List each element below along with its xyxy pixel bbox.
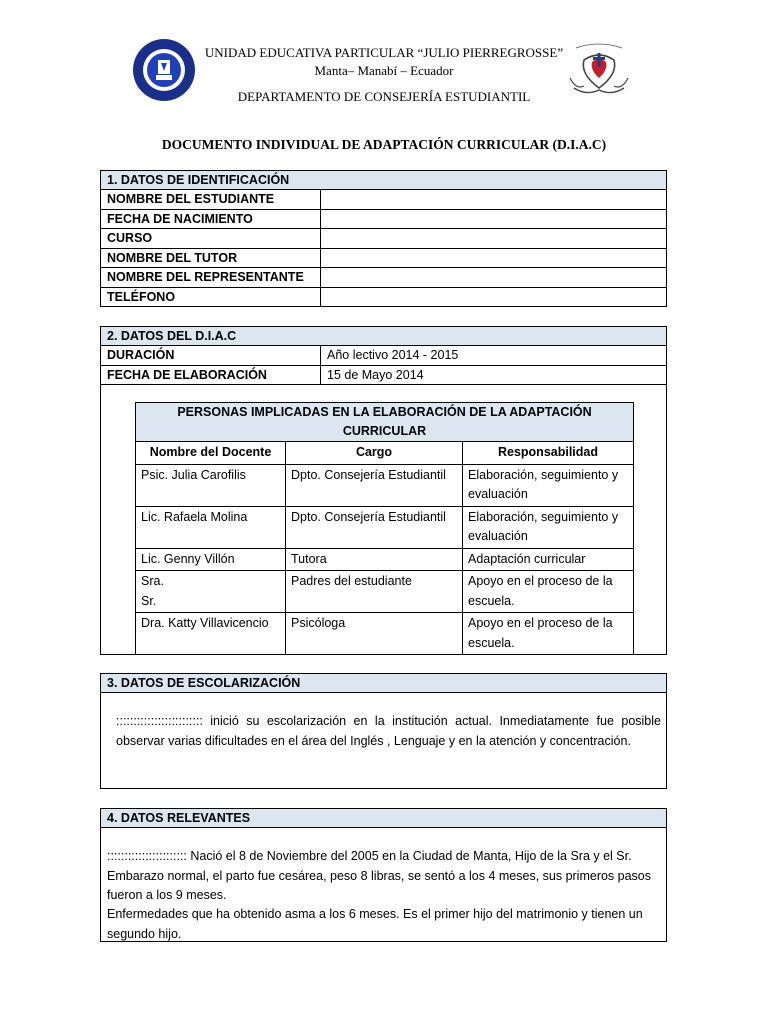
father-label: Sr. <box>141 593 157 608</box>
representative-name-value[interactable] <box>321 268 666 287</box>
table-row <box>136 506 634 548</box>
column-header: Cargo <box>286 442 463 465</box>
mother-label: Sra. <box>141 574 164 588</box>
course-value[interactable] <box>321 229 666 248</box>
teacher-name: Lic. Rafaela Molina <box>136 506 286 548</box>
tutor-name-value[interactable] <box>321 249 666 268</box>
identification-section <box>100 170 667 307</box>
table-row <box>136 613 634 655</box>
teacher-name: Psic. Julia Carofilis <box>136 464 286 506</box>
field-label: NOMBRE DEL REPRESENTANTE <box>101 268 321 287</box>
document-title: DOCUMENTO INDIVIDUAL DE ADAPTACIÓN CURRICULAR (D.I.A.C) <box>161 137 607 152</box>
teacher-responsibility: Apoyo en el proceso de la escuela. <box>463 571 634 613</box>
table-row <box>136 548 634 571</box>
teacher-role: Psicóloga <box>286 613 463 655</box>
field-label: NOMBRE DEL TUTOR <box>101 249 321 268</box>
field-label: FECHA DE NACIMIENTO <box>101 210 321 229</box>
field-label: NOMBRE DEL ESTUDIANTE <box>101 190 321 209</box>
field-row <box>101 366 666 386</box>
field-label: DURACIÓN <box>101 346 321 365</box>
relevant-data-text-1: ::::::::::::::::::::::: Nació el 8 de Noviembre del 2005 en la Ciudad de Manta, Hijo de la Sra y el Sr. Embarazo normal, el parto fue cesárea, peso 8 libras, se sentó a los 4 meses, sus primeros pasos fueron a los 9 meses. <box>107 849 652 902</box>
school-location: Manta– Manabí – Ecuador <box>314 63 454 78</box>
field-label: FECHA DE ELABORACIÓN <box>101 366 321 385</box>
identification-heading: 1. DATOS DE IDENTIFICACIÓN <box>101 171 666 190</box>
field-row <box>101 346 666 366</box>
field-row <box>101 210 666 230</box>
birth-date-value[interactable] <box>321 210 666 229</box>
field-label: TELÉFONO <box>101 288 321 308</box>
persons-table-title: PERSONAS IMPLICADAS EN LA ELABORACIÓN DE LA ADAPTACIÓN CURRICULAR <box>136 403 634 442</box>
teacher-name <box>136 571 286 613</box>
field-row <box>101 229 666 249</box>
teacher-responsibility: Apoyo en el proceso de la escuela. <box>463 613 634 655</box>
table-row <box>136 464 634 506</box>
student-name-value[interactable] <box>321 190 666 209</box>
teacher-role: Tutora <box>286 548 463 571</box>
department-name: DEPARTAMENTO DE CONSEJERÍA ESTUDIANTIL <box>237 89 531 104</box>
teacher-name: Dra. Katty Villavicencio <box>136 613 286 655</box>
school-logo-right <box>566 38 632 100</box>
teacher-role: Dpto. Consejería Estudiantil <box>286 506 463 548</box>
field-row <box>101 288 666 308</box>
schooling-heading: 3. DATOS DE ESCOLARIZACIÓN <box>101 674 666 693</box>
diac-heading: 2. DATOS DEL D.I.A.C <box>101 327 666 346</box>
phone-value[interactable] <box>321 288 666 308</box>
persons-table <box>135 402 634 655</box>
column-header: Responsabilidad <box>463 442 634 465</box>
teacher-name: Lic. Genny Villón <box>136 548 286 571</box>
teacher-responsibility: Elaboración, seguimiento y evaluación <box>463 464 634 506</box>
column-header: Nombre del Docente <box>136 442 286 465</box>
schooling-text: ::::::::::::::::::::::::: inició su escolarización en la institución actual. Inmediatamente fue posible observar varias dificultades en el área del Inglés , Lenguaje y en la atención y concentración. <box>116 714 661 748</box>
table-row <box>136 571 634 613</box>
field-label: CURSO <box>101 229 321 248</box>
field-row <box>101 190 666 210</box>
duration-value: Año lectivo 2014 - 2015 <box>327 348 459 362</box>
elaboration-date-value: 15 de Mayo 2014 <box>327 367 424 382</box>
field-row <box>101 268 666 288</box>
relevant-data-heading: 4. DATOS RELEVANTES <box>101 809 666 828</box>
teacher-role: Padres del estudiante <box>286 571 463 613</box>
teacher-responsibility: Elaboración, seguimiento y evaluación <box>463 506 634 548</box>
field-row <box>101 249 666 269</box>
relevant-data-text-2: Enfermedades que ha obtenido asma a los 6 meses. Es el primer hijo del matrimonio y tienen un segundo hijo. <box>107 907 643 941</box>
teacher-responsibility: Adaptación curricular <box>463 548 634 571</box>
teacher-role: Dpto. Consejería Estudiantil <box>286 464 463 506</box>
school-name: UNIDAD EDUCATIVA PARTICULAR “JULIO PIERREGROSSE” <box>204 45 564 60</box>
